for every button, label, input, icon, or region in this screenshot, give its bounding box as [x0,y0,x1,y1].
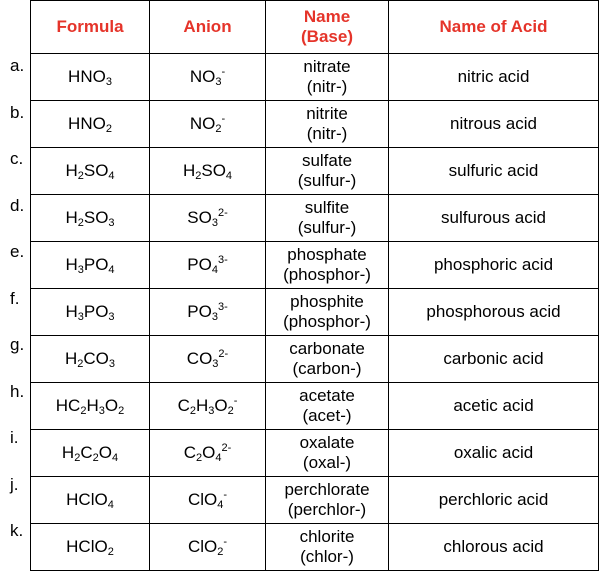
base-name: (phosphor-) [283,312,371,331]
acid-name-cell: oxalic acid [389,430,599,477]
table-row [31,54,599,101]
row-letter: i. [10,428,19,447]
header-name-line: Name [303,7,351,26]
table-row [31,101,599,148]
header-anion: Anion [150,1,266,54]
row-letter: f. [10,288,20,308]
row-letter: j. [10,474,19,494]
name-base-cell [266,477,389,524]
anion-cell: $PO_4^{3-}$ [150,242,266,289]
name-base-cell [266,101,389,148]
anion-name: chlorite [299,527,355,546]
anion-cell: $CO_3^{2-}$ [150,336,266,383]
header-acid-name: Name of Acid [389,1,599,54]
table-row [31,195,599,242]
table-row [31,524,599,571]
base-name: (sulfur-) [297,171,357,190]
row-letter: h. [10,381,25,401]
anion-cell: $H_2SO_4$ [150,148,266,195]
formula-cell: $H_3PO_4$ [31,242,150,289]
formula-cell: $H_2SO_3$ [31,195,150,242]
anion-cell: ClO$_4$- [150,477,266,524]
anion-cell: $NO_2^-$ [150,101,266,148]
acid-name-cell: perchloric acid [389,477,599,524]
anion-cell: $SO_3^{2-}$ [150,195,266,242]
formula-cell: $H_2SO_4$ [31,148,150,195]
table-row [31,336,599,383]
acid-name-cell: phosphorous acid [389,289,599,336]
name-base-cell [266,383,389,430]
base-name: (nitr-) [306,77,348,96]
base-name: (carbon-) [292,359,362,378]
acid-name-cell: acetic acid [389,383,599,430]
formula-cell: HClO$_4$ [31,477,150,524]
anion-name: nitrate [303,57,351,76]
anion-cell: $C_2H_3O_2^-$ [150,383,266,430]
base-name: (phosphor-) [283,265,371,284]
formula-cell: HClO$_2$ [31,524,150,571]
anion-cell: $NO_3^-$ [150,54,266,101]
base-name: (sulfur-) [297,218,357,237]
anion-name: oxalate [299,433,355,452]
anion-cell: ClO$_2$- [150,524,266,571]
acid-name-cell: chlorous acid [389,524,599,571]
anion-name: carbonate [289,339,365,358]
name-base-cell [266,336,389,383]
formula-cell: $HNO_2$ [31,101,150,148]
base-name: (chlor-) [300,547,354,566]
formula-cell: $H_2C_2O_4$ [31,430,150,477]
acid-name-cell: sulfurous acid [389,195,599,242]
name-base-cell [266,524,389,571]
anion-name: sulfite [304,198,350,217]
base-name: (perchlor-) [287,500,367,519]
table-row [31,242,599,289]
formula-cell: $HC_2H_3O_2$ [31,383,150,430]
formula-cell: $H_2CO_3$ [31,336,150,383]
name-base-cell [266,54,389,101]
row-letter: k. [10,521,24,540]
anion-name: acetate [299,386,355,405]
anion-cell: $C_2O_4^{2-}$ [150,430,266,477]
anion-cell: $PO_3^{3-}$ [150,289,266,336]
name-base-cell [266,242,389,289]
row-letter: b. [10,102,25,122]
header-name-base [266,1,389,54]
formula-cell: $H_3PO_3$ [31,289,150,336]
table-row [31,148,599,195]
row-letter: c. [10,149,24,168]
acid-naming-table [30,0,599,571]
anion-name: phosphate [287,245,367,264]
acid-name-cell: nitrous acid [389,101,599,148]
row-letter: a. [10,56,25,75]
table-row [31,383,599,430]
base-name: (oxal-) [302,453,352,472]
formula-cell: $HNO_3$ [31,54,150,101]
anion-name: phosphite [290,292,364,311]
acid-name-cell: sulfuric acid [389,148,599,195]
acid-name-cell: phosphoric acid [389,242,599,289]
name-base-cell [266,148,389,195]
row-letter: e. [10,242,25,261]
header-base-line: (Base) [301,27,353,46]
table-row [31,289,599,336]
acid-name-cell: nitric acid [389,54,599,101]
name-base-cell [266,195,389,242]
table-row [31,477,599,524]
name-base-cell [266,430,389,477]
anion-name: nitrite [306,104,348,123]
header-row [31,1,599,54]
base-name: (acet-) [302,406,352,425]
row-letter: d. [10,195,25,215]
anion-name: sulfate [301,151,353,170]
header-formula: Formula [31,1,150,54]
anion-name: perchlorate [284,480,370,499]
base-name: (nitr-) [306,124,348,143]
acid-name-cell: carbonic acid [389,336,599,383]
row-letter: g. [10,335,25,354]
row-letters [0,0,30,575]
table-row [31,430,599,477]
name-base-cell [266,289,389,336]
